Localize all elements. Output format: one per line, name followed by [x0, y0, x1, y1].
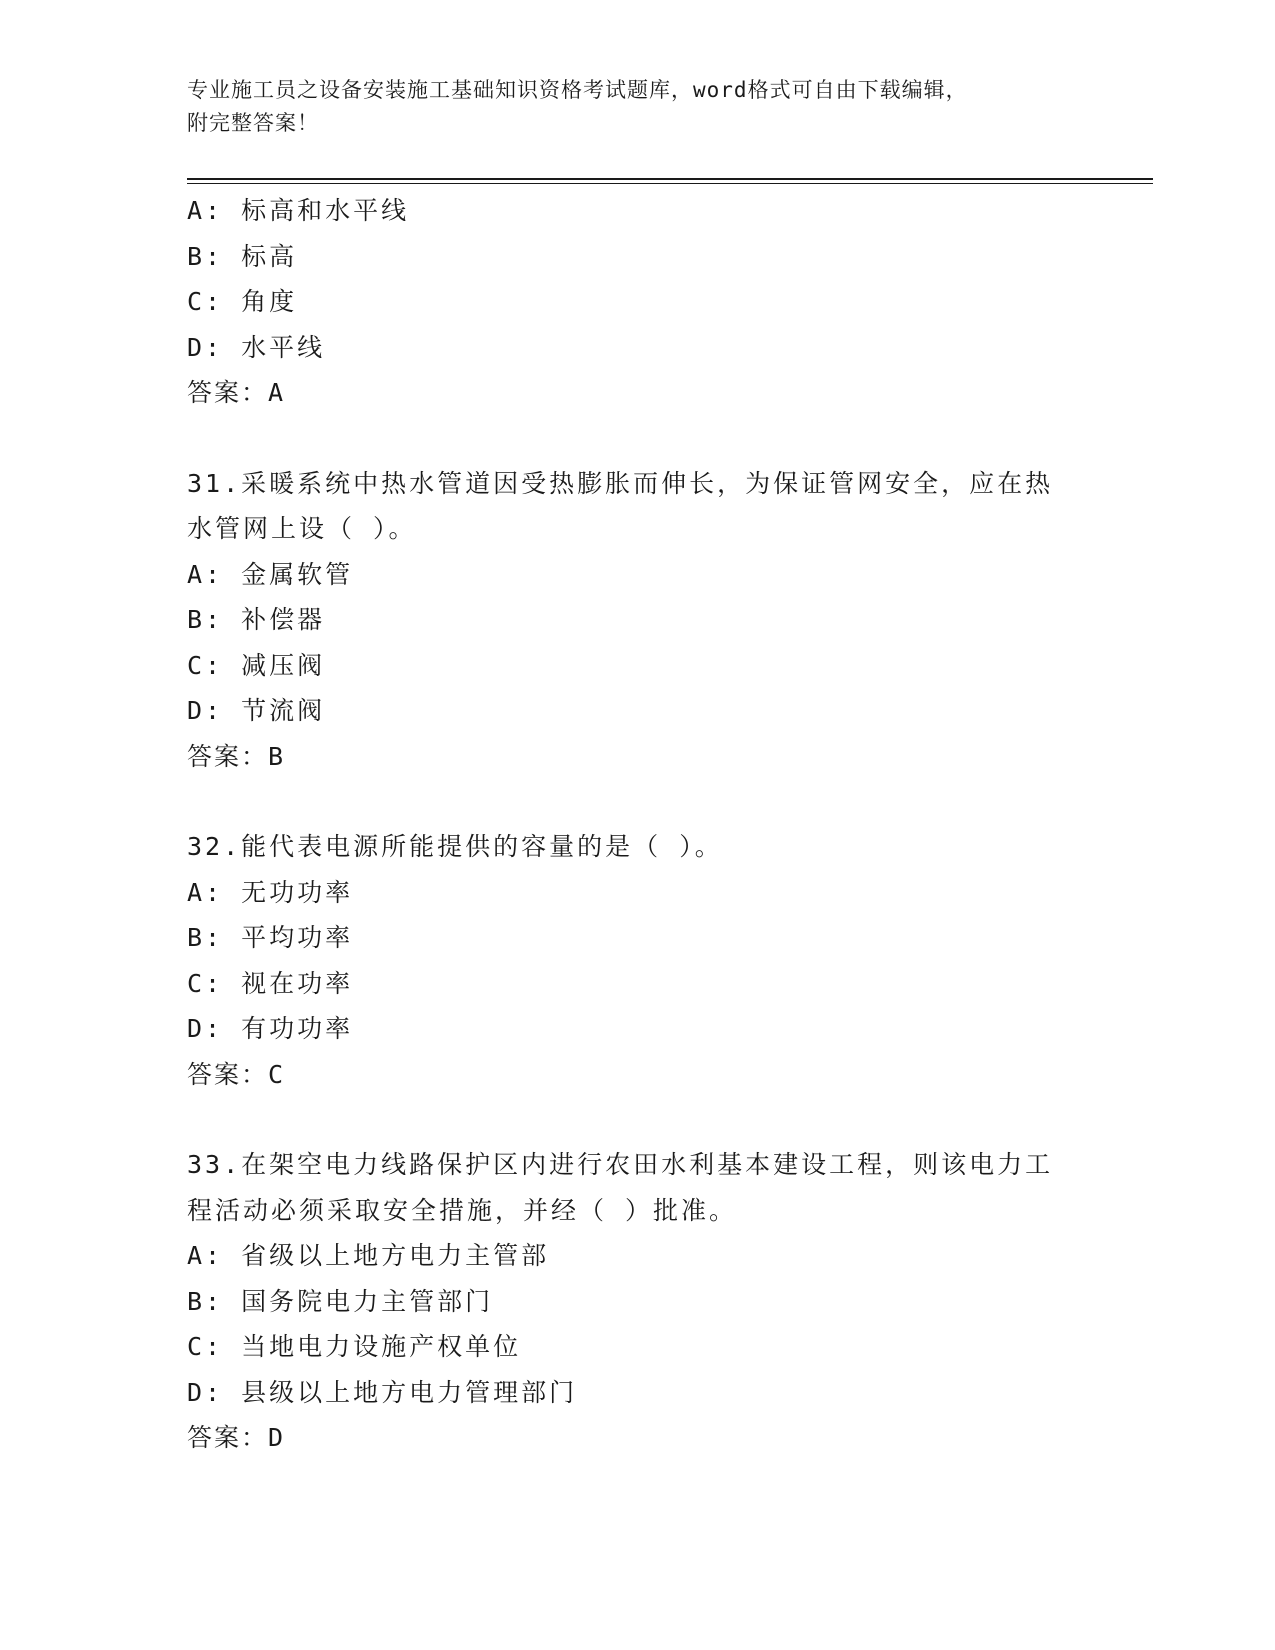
option-b: B: 平均功率 [187, 923, 354, 952]
answer-value: C [268, 1059, 286, 1089]
answer-value: D [268, 1423, 286, 1452]
spacer [187, 779, 1087, 824]
option-d: D: 有功功率 [187, 1014, 354, 1043]
option-c: C: 当地电力设施产权单位 [187, 1332, 522, 1361]
answer-label: 答案： [187, 741, 269, 771]
header-divider-thin [187, 183, 1153, 184]
answer-line [187, 1052, 1087, 1098]
option-d: D: 县级以上地方电力管理部门 [187, 1377, 578, 1407]
option-c: C: 视在功率 [187, 968, 354, 998]
option-a: A: 标高和水平线 [187, 196, 410, 225]
option-d: D: 节流阀 [187, 696, 326, 725]
option-a: A: 金属软管 [187, 559, 354, 589]
answer-label: 答案： [187, 1423, 269, 1452]
answer-label: 答案： [187, 1059, 269, 1089]
question-text: 33.在架空电力线路保护区内进行农田水利基本建设工程，则该电力工程活动必须采取安全措施，并经（ ）批准。 [187, 1150, 1054, 1225]
option-a: A: 无功功率 [187, 877, 354, 907]
option-c: C: 减压阀 [187, 650, 326, 680]
question-text: 32.能代表电源所能提供的容量的是（ ）。 [187, 832, 723, 861]
option-c: C: 角度 [187, 287, 298, 316]
option-a: A: 省级以上地方电力主管部 [187, 1241, 550, 1270]
option-b: B: 国务院电力主管部门 [187, 1286, 494, 1316]
answer-label: 答案： [187, 378, 269, 407]
answer-value: B [268, 741, 286, 771]
option-b: B: 标高 [187, 241, 298, 271]
question-block-30 [187, 188, 1087, 416]
header-line-1: 专业施工员之设备安装施工基础知识资格考试题库，word格式可自由下载编辑， [187, 78, 968, 102]
answer-line [187, 370, 1087, 416]
header-divider-thick [187, 178, 1153, 180]
question-block-33 [187, 1142, 1087, 1461]
header-line-2: 附完整答案！ [187, 111, 319, 135]
question-block-32 [187, 824, 1087, 1097]
answer-value: A [268, 378, 286, 407]
answer-line [187, 1415, 1087, 1461]
question-list [187, 188, 1087, 1461]
document-header [187, 74, 1087, 140]
question-block-31 [187, 461, 1087, 780]
spacer [187, 1097, 1087, 1142]
spacer [187, 416, 1087, 461]
option-b: B: 补偿器 [187, 605, 326, 634]
option-d: D: 水平线 [187, 332, 326, 362]
answer-line [187, 734, 1087, 780]
question-text: 31.采暖系统中热水管道因受热膨胀而伸长，为保证管网安全，应在热水管网上设（ ）。 [187, 468, 1054, 543]
